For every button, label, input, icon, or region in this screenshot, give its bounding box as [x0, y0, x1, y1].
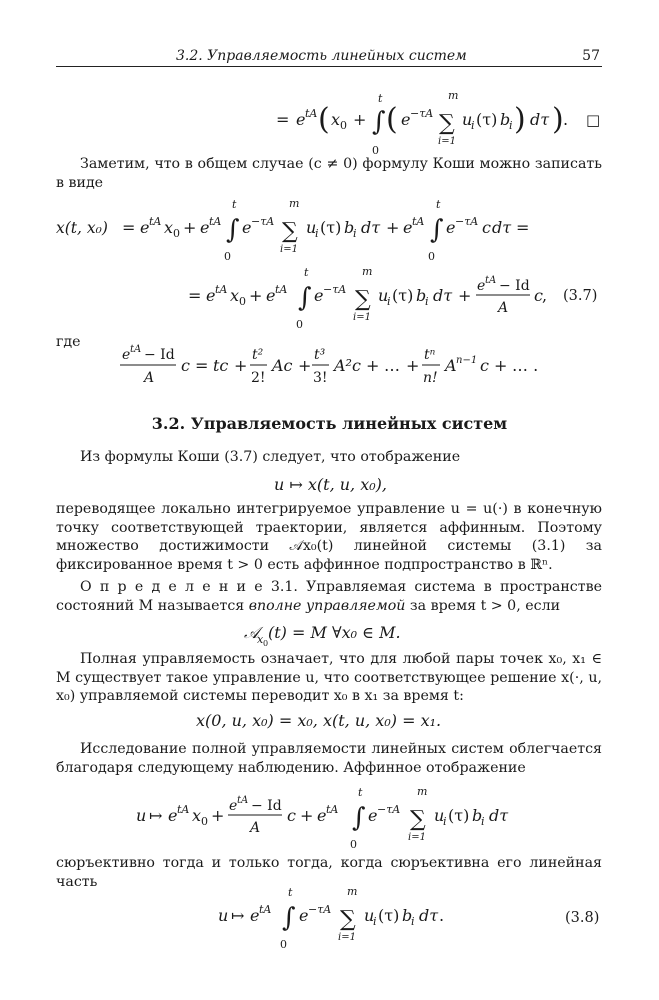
svg-text:2!: 2!: [251, 370, 266, 386]
equation-definition: [56, 620, 602, 648]
svg-text:e: e: [296, 110, 306, 129]
svg-text:∫: ∫: [372, 107, 386, 137]
svg-text:tA: tA: [485, 275, 497, 286]
svg-text:c: c: [181, 356, 190, 375]
svg-text:+: +: [234, 356, 248, 375]
svg-text:+: +: [183, 218, 197, 237]
svg-text:∫: ∫: [298, 283, 312, 313]
svg-text:(: (: [318, 102, 330, 137]
svg-text:e: e: [314, 286, 324, 305]
paragraph-cauchy-map: Из формулы Коши (3.7) следует, что отображение: [80, 449, 461, 465]
svg-text:x(t, x₀): x(t, x₀): [56, 219, 108, 237]
svg-text:): ): [514, 102, 526, 137]
svg-text:A: A: [498, 300, 509, 316]
equation-label-3-8: (3.8): [565, 910, 600, 926]
equation-map: [56, 472, 602, 496]
svg-text:(τ): (τ): [378, 906, 400, 925]
svg-text:− Id: − Id: [144, 347, 175, 363]
svg-text:𝒜: 𝒜: [244, 623, 260, 642]
svg-text:−τA: −τA: [377, 803, 401, 816]
svg-text:−τA: −τA: [410, 107, 434, 120]
svg-text:x: x: [230, 286, 240, 305]
svg-text:tA: tA: [259, 903, 272, 916]
svg-text:c: c: [482, 218, 491, 237]
svg-text:b: b: [402, 906, 413, 925]
svg-text:+: +: [494, 356, 508, 375]
svg-text:0: 0: [296, 318, 303, 331]
svg-text:3!: 3!: [313, 370, 328, 386]
svg-text:u: u: [364, 906, 375, 925]
svg-text:i: i: [443, 815, 447, 828]
section-heading: 3.2. Управляемость линейных систем: [151, 414, 508, 433]
svg-text:i=1: i=1: [438, 136, 456, 147]
equation-cauchy-line1: [56, 198, 602, 264]
svg-text:x: x: [257, 633, 264, 646]
svg-text:x: x: [331, 110, 341, 129]
svg-text:=: =: [276, 110, 290, 129]
page-number: 57: [582, 48, 600, 64]
svg-text:dτ: dτ: [419, 906, 439, 925]
svg-text:e: e: [446, 218, 456, 237]
svg-text:+: +: [353, 110, 367, 129]
svg-text:+: +: [211, 806, 225, 825]
svg-text:t: t: [232, 198, 237, 211]
svg-text:t: t: [288, 886, 293, 899]
svg-text:tA: tA: [412, 215, 425, 228]
svg-text:=: =: [195, 356, 209, 375]
svg-text:u: u: [218, 906, 229, 925]
equation-linear-part: [56, 886, 602, 952]
svg-text:(: (: [386, 102, 398, 137]
svg-text:dτ: dτ: [361, 218, 381, 237]
svg-text:i=1: i=1: [338, 932, 356, 943]
svg-text:i: i: [509, 119, 513, 132]
paragraph-affine: переводящее локально интегрируемое управление u = u(·) в конечную точку соответствующей траектории, является аффинным. Поэтому множество достижимости 𝒜x₀(t) линейной системы (3.1) за фиксированное время t > 0 есть аффинное подпространство в ℝⁿ.: [56, 501, 602, 573]
svg-text:tA: tA: [209, 215, 222, 228]
svg-text:t: t: [304, 266, 309, 279]
svg-text:dτ: dτ: [492, 218, 512, 237]
svg-text:e: e: [206, 286, 216, 305]
svg-text:tA: tA: [149, 215, 162, 228]
svg-text:A: A: [250, 820, 261, 836]
svg-text:0: 0: [173, 227, 180, 240]
svg-text:+: +: [406, 356, 420, 375]
svg-text:tA: tA: [326, 803, 339, 816]
svg-text:dτ: dτ: [433, 286, 453, 305]
svg-text:e: e: [168, 806, 178, 825]
svg-text:m: m: [362, 265, 373, 278]
equation-series: [56, 342, 602, 388]
svg-text:tA: tA: [130, 344, 142, 355]
svg-text:i: i: [373, 915, 377, 928]
svg-text:+: +: [458, 286, 472, 305]
svg-text:u: u: [306, 218, 317, 237]
svg-text:0: 0: [263, 639, 269, 648]
svg-text:0: 0: [340, 119, 347, 132]
definition-label: О п р е д е л е н и е 3.1.: [80, 579, 298, 595]
svg-text:Ac: Ac: [272, 356, 293, 375]
svg-text:e: e: [229, 798, 238, 814]
svg-text:0: 0: [239, 295, 246, 308]
svg-text:x(0, u, x₀) = x₀, x(t, u, x: x(0, u, x₀) = x₀, x(t, u, x₀) = x₁.: [196, 711, 442, 730]
svg-text:c: c: [480, 356, 489, 375]
svg-text:t: t: [358, 786, 363, 799]
svg-text:0: 0: [350, 838, 357, 851]
running-header: [56, 46, 602, 67]
svg-text:x: x: [164, 218, 174, 237]
svg-text:m: m: [417, 785, 428, 798]
svg-text:t: t: [436, 198, 441, 211]
svg-text:∫: ∫: [226, 215, 240, 245]
svg-text:−τA: −τA: [251, 215, 275, 228]
svg-text:+: +: [386, 218, 400, 237]
svg-text:): ): [552, 102, 564, 137]
svg-text:tA: tA: [237, 795, 249, 806]
svg-text:e: e: [401, 110, 411, 129]
svg-text:+: +: [298, 356, 312, 375]
svg-text:A²c: A²c: [334, 356, 361, 375]
svg-text:e: e: [242, 218, 252, 237]
svg-text:+: +: [366, 356, 380, 375]
svg-text:i: i: [315, 227, 319, 240]
svg-text:(τ): (τ): [392, 286, 414, 305]
svg-text:dτ: dτ: [530, 110, 550, 129]
svg-text:−τA: −τA: [323, 283, 347, 296]
svg-text:0: 0: [224, 250, 231, 263]
svg-text:t²: t²: [252, 347, 264, 363]
svg-text:A: A: [445, 356, 457, 375]
definition-term: вполне управляемой: [248, 597, 406, 614]
svg-text:=: =: [188, 286, 202, 305]
svg-text:x: x: [192, 806, 202, 825]
svg-text:(τ): (τ): [476, 110, 498, 129]
svg-text:i: i: [481, 815, 485, 828]
svg-text:b: b: [416, 286, 427, 305]
paragraph-full-controllability: Полная управляемость означает, что для любой пары точек x₀, x₁ ∈ M существует такое управление u, что соответствующее решение x(·, u, x₀) управляемой системы переводит x₀ в x₁ за время t:: [56, 651, 602, 704]
svg-text:□: □: [586, 111, 601, 129]
svg-text:b: b: [472, 806, 483, 825]
definition-tail: за время t > 0, если: [405, 597, 561, 614]
svg-text:0: 0: [428, 250, 435, 263]
svg-text:tA: tA: [305, 107, 318, 120]
svg-text:.: .: [439, 906, 445, 925]
svg-text:i: i: [471, 119, 475, 132]
svg-text:−τA: −τA: [455, 215, 479, 228]
definition-text: Управляемая система в пространстве состояний M называется: [56, 579, 602, 614]
svg-text:=: =: [516, 218, 530, 237]
svg-text:t: t: [378, 92, 383, 105]
svg-text:e: e: [403, 218, 413, 237]
svg-text:∫: ∫: [282, 903, 296, 933]
svg-text:∑: ∑: [439, 111, 455, 136]
svg-text:∑: ∑: [410, 807, 426, 832]
word-where: где: [56, 334, 81, 350]
svg-text:e: e: [200, 218, 210, 237]
definition-3-1: [56, 578, 602, 615]
svg-text:tc: tc: [213, 356, 229, 375]
svg-text:i=1: i=1: [280, 244, 298, 255]
equation-top: [56, 88, 602, 158]
svg-text:=: =: [122, 218, 136, 237]
svg-text:e: e: [122, 347, 131, 363]
svg-text:dτ: dτ: [489, 806, 509, 825]
svg-text:tⁿ: tⁿ: [424, 347, 436, 363]
svg-text:i: i: [411, 915, 415, 928]
svg-text:n!: n!: [423, 370, 438, 386]
svg-text:u: u: [434, 806, 445, 825]
svg-text:tA: tA: [177, 803, 190, 816]
svg-text:∫: ∫: [430, 215, 444, 245]
svg-text:c: c: [287, 806, 296, 825]
svg-text:− Id: − Id: [499, 278, 530, 294]
svg-text:…: …: [384, 356, 400, 375]
svg-text:m: m: [289, 197, 300, 210]
paragraph-cauchy-general: Заметим, что в общем случае (c ≠ 0) формулу Коши можно записать в виде: [56, 156, 602, 191]
svg-text:tA: tA: [215, 283, 228, 296]
svg-text:(τ): (τ): [448, 806, 470, 825]
svg-text:(τ): (τ): [320, 218, 342, 237]
svg-text:i: i: [425, 295, 429, 308]
svg-text:e: e: [250, 906, 260, 925]
equation-endpoints: [56, 708, 602, 734]
svg-text:+: +: [249, 286, 263, 305]
svg-text:m: m: [347, 885, 358, 898]
svg-text:n−1: n−1: [456, 355, 478, 366]
svg-text:(t) = M ∀x₀ ∈ M.: (t) = M ∀x₀ ∈ M.: [268, 623, 401, 642]
svg-text:u: u: [378, 286, 389, 305]
svg-text:0: 0: [372, 144, 379, 157]
paragraph-surjective: сюръективно тогда и только тогда, когда сюръективна его линейная часть: [56, 855, 602, 890]
svg-text:e: e: [317, 806, 327, 825]
svg-text:↦: ↦: [149, 806, 163, 825]
svg-text:e: e: [266, 286, 276, 305]
svg-text:e: e: [299, 906, 309, 925]
svg-text:i: i: [353, 227, 357, 240]
header-title: 3.2. Управляемость линейных систем: [176, 48, 467, 64]
svg-text:e: e: [140, 218, 150, 237]
svg-text:b: b: [344, 218, 355, 237]
equation-label-3-7: (3.7): [563, 288, 598, 304]
svg-text:−τA: −τA: [308, 903, 332, 916]
svg-text:∑: ∑: [340, 907, 356, 932]
svg-text:u: u: [136, 806, 147, 825]
svg-text:c: c: [534, 286, 543, 305]
svg-text:0: 0: [280, 938, 287, 951]
svg-text:tA: tA: [275, 283, 288, 296]
equation-affine-map: [56, 786, 602, 852]
svg-text:e: e: [368, 806, 378, 825]
svg-text:.: .: [563, 110, 569, 129]
svg-text:,: ,: [542, 286, 548, 305]
svg-text:t³: t³: [314, 347, 326, 363]
svg-text:i=1: i=1: [408, 832, 426, 843]
svg-text:b: b: [500, 110, 511, 129]
paragraph-observation: Исследование полной управляемости линейных систем облегчается благодаря следующему наблюдению. Аффинное отображение: [56, 741, 602, 776]
svg-text:A: A: [144, 370, 155, 386]
svg-text:∑: ∑: [282, 219, 298, 244]
svg-text:∑: ∑: [355, 287, 371, 312]
svg-text:m: m: [448, 89, 459, 102]
svg-text:+: +: [300, 806, 314, 825]
svg-text:i: i: [387, 295, 391, 308]
svg-text:u ↦ x(t, u, x₀),: u ↦ x(t, u, x₀),: [274, 475, 387, 494]
svg-text:… .: … .: [512, 356, 539, 375]
svg-text:− Id: − Id: [251, 798, 282, 814]
svg-text:i=1: i=1: [353, 312, 371, 323]
svg-text:e: e: [477, 278, 486, 294]
svg-text:↦: ↦: [231, 906, 245, 925]
svg-text:0: 0: [201, 815, 208, 828]
equation-cauchy-line2: [56, 266, 602, 332]
svg-text:u: u: [462, 110, 473, 129]
svg-text:∫: ∫: [352, 803, 366, 833]
